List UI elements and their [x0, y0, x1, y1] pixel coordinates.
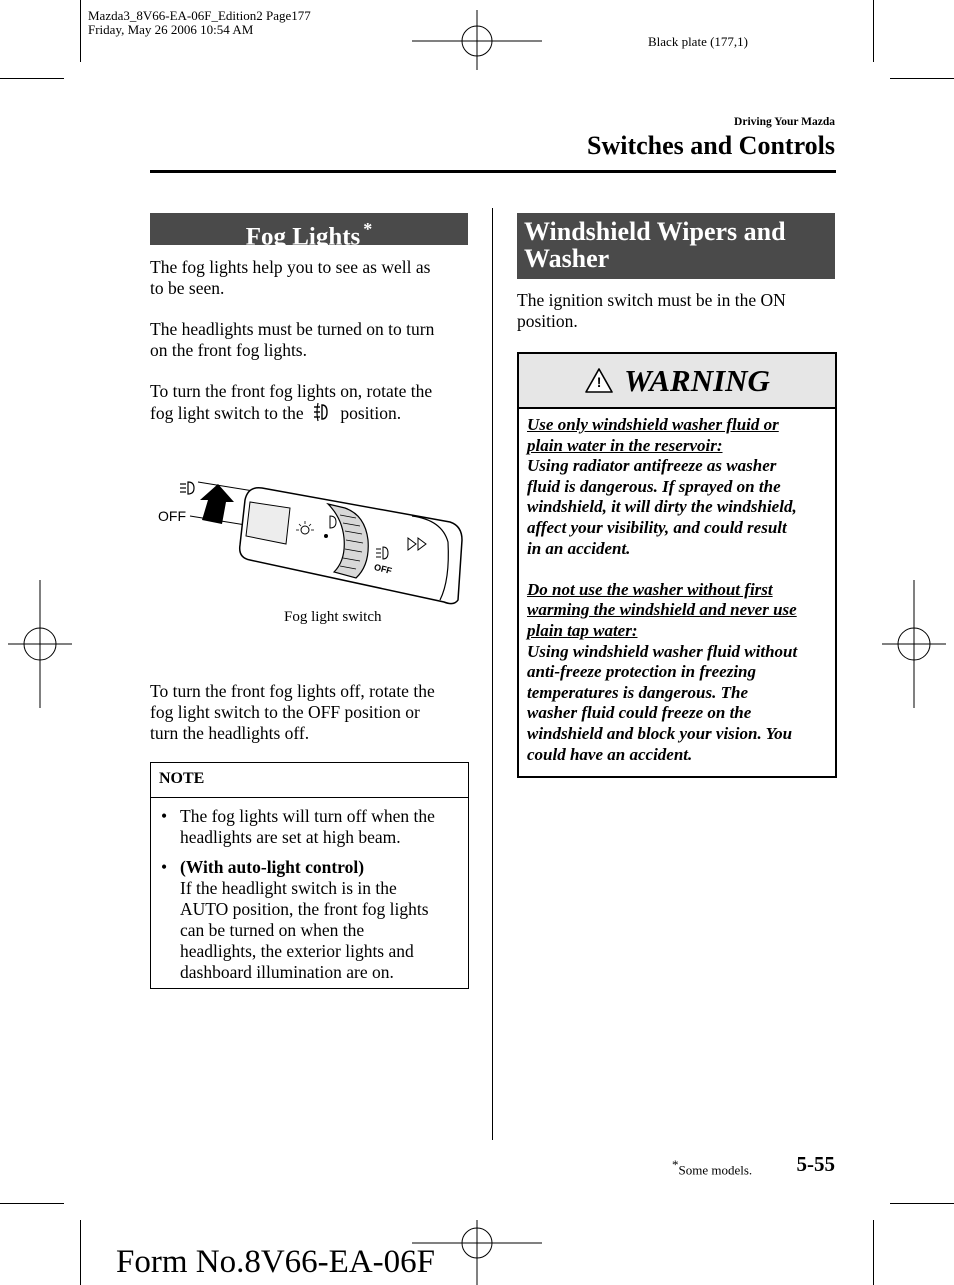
- plate-label: Black plate (177,1): [648, 34, 748, 49]
- fog-lights-heading-text: Fog Lights: [245, 223, 361, 251]
- crop-mark: [890, 78, 954, 79]
- warning-triangle-icon: [584, 367, 614, 394]
- warning-line: anti-freeze protection in freezing: [527, 662, 757, 682]
- section-label: Driving Your Mazda: [734, 116, 835, 128]
- off-label: OFF: [158, 508, 186, 524]
- warning-line: in an accident.: [527, 538, 631, 558]
- warning-line: temperatures is dangerous. The: [527, 682, 749, 702]
- crop-mark: [80, 0, 81, 62]
- crop-mark: [890, 1203, 954, 1204]
- fog-switch-figure: [150, 460, 468, 630]
- text-line: To turn the front fog lights off, rotate the: [150, 681, 435, 701]
- text-fragment: position.: [340, 403, 402, 423]
- warning-line: fluid is dangerous. If sprayed on the: [527, 476, 781, 496]
- fog-paragraph-3: [150, 381, 432, 424]
- warning-subhead-line: warming the windshield and never use: [527, 600, 797, 620]
- footer-some-models: [672, 1157, 752, 1178]
- page-number: 5-55: [796, 1152, 835, 1176]
- spacer: [527, 559, 797, 580]
- crop-mark: [873, 1220, 874, 1285]
- bullet-title: (With auto-light control): [180, 857, 365, 877]
- warning-header: [519, 354, 835, 409]
- text-line: The headlights must be turned on to turn: [150, 319, 435, 339]
- text-line: on the front fog lights.: [150, 340, 307, 360]
- warning-subhead-line: Do not use the washer without first: [527, 579, 773, 599]
- print-date-line: Friday, May 26 2006 10:54 AM: [88, 22, 254, 37]
- print-file-line: Mazda3_8V66-EA-06F_Edition2 Page177: [88, 8, 311, 23]
- warning-title: WARNING: [624, 363, 770, 398]
- text-line: The ignition switch must be in the ON: [517, 290, 786, 310]
- note-title-row: [151, 763, 468, 798]
- text-line: AUTO position, the front fog lights: [180, 899, 429, 919]
- text-line: to be seen.: [150, 278, 225, 298]
- warning-line: washer fluid could freeze on the: [527, 703, 752, 723]
- text-line: can be turned on when the: [180, 920, 365, 940]
- warning-line: affect your visibility, and could result: [527, 517, 787, 537]
- registration-mark-top: [412, 10, 542, 70]
- page-title: Switches and Controls: [586, 131, 835, 160]
- fog-paragraph-1: [150, 257, 430, 299]
- text-line: [150, 402, 432, 424]
- crop-mark: [873, 0, 874, 62]
- text-line: headlights are set at high beam.: [180, 827, 401, 847]
- fog-paragraph-2: [150, 319, 434, 361]
- text-line: The fog lights help you to see as well as: [150, 257, 431, 277]
- footer-some-models-text: Some models.: [678, 1162, 753, 1178]
- warning-subhead-line: plain water in the reservoir:: [527, 435, 723, 455]
- text-line: dashboard illumination are on.: [180, 962, 394, 982]
- wipers-paragraph: [517, 290, 786, 332]
- text-line: fog light switch to the OFF position or: [150, 702, 420, 722]
- note-box: [150, 762, 469, 989]
- fog-switch-illustration: [150, 460, 468, 610]
- off-ring-label: OFF: [373, 561, 393, 577]
- bullet-dot: •: [161, 857, 168, 877]
- text-line: headlights, the exterior lights and: [180, 941, 414, 961]
- warning-body: [527, 415, 797, 765]
- warning-line: Using radiator antifreeze as washer: [527, 456, 777, 476]
- registration-mark-right: [882, 580, 946, 708]
- crop-mark: [80, 1220, 81, 1285]
- warning-symbol: !: [596, 374, 602, 390]
- text-line: To turn the front fog lights on, rotate the: [150, 381, 433, 401]
- warning-subhead-line: plain tap water:: [527, 620, 638, 640]
- crop-mark: [0, 1203, 64, 1204]
- text-fragment: fog light switch to the: [150, 403, 304, 423]
- form-number: Form No.8V66-EA-06F: [116, 1244, 435, 1280]
- warning-line: could have an accident.: [527, 744, 693, 764]
- warning-subhead-line: Use only windshield washer fluid or: [527, 415, 779, 434]
- heading-line: Windshield Wipers and: [524, 217, 786, 246]
- warning-box: [517, 352, 837, 778]
- warning-line: windshield, it will dirty the windshield,: [527, 497, 797, 517]
- note-title: NOTE: [159, 770, 205, 787]
- text-line: The fog lights will turn off when the: [180, 806, 435, 826]
- wipers-heading: [517, 213, 835, 279]
- warning-line: windshield and block your vision. You: [527, 723, 793, 743]
- heading-line: Washer: [524, 244, 610, 273]
- column-divider: [492, 208, 493, 1140]
- warning-line: Using windshield washer fluid without: [527, 641, 798, 661]
- crop-mark: [0, 78, 64, 79]
- text-line: turn the headlights off.: [150, 723, 310, 743]
- text-line: position.: [517, 311, 578, 331]
- footer-mark: *: [672, 1157, 679, 1172]
- text-line: If the headlight switch is in the: [180, 878, 397, 898]
- registration-mark-left: [8, 580, 72, 708]
- fog-paragraph-4: [150, 681, 435, 744]
- fog-lights-heading: [150, 213, 468, 251]
- figure-caption: Fog light switch: [284, 609, 382, 625]
- some-models-mark: *: [363, 219, 373, 239]
- bullet-dot: •: [161, 806, 168, 826]
- header-rule: [150, 170, 836, 173]
- fog-light-icon: [311, 402, 333, 422]
